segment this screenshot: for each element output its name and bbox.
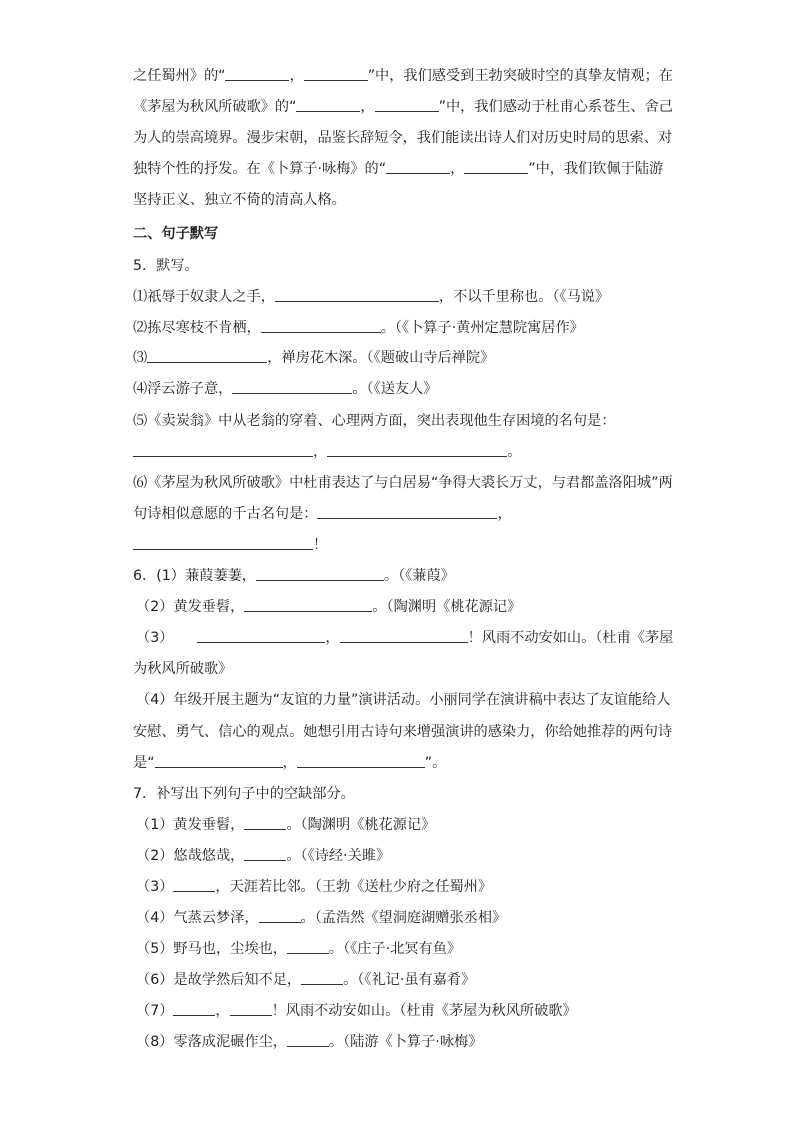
q6-item-1 (133, 566, 455, 586)
answer-blank[interactable] (244, 815, 286, 830)
text: （8）零落成泥碾作尘， (136, 1034, 287, 1050)
q7-title: 7．补写出下列句子中的空缺部分。 (133, 786, 355, 802)
q6-item-2 (136, 597, 521, 617)
text: 。（《诗经·关雎》 (286, 848, 391, 864)
answer-blank[interactable] (256, 566, 384, 581)
text: 。（《蒹葭》 (383, 568, 455, 584)
q6-item-3 (136, 628, 673, 648)
text: ， (289, 68, 304, 84)
q7-item-8 (136, 1032, 482, 1052)
q5-title: 5．默写。 (133, 258, 199, 274)
text: 。 (507, 444, 522, 460)
intro-line-2 (133, 97, 673, 117)
q6-item-4: （4）年级开展主题为“友谊的力量”演讲活动。小丽同学在演讲稿中表达了友谊能给人 (136, 692, 671, 708)
q6-item-4-line-3 (133, 753, 446, 773)
answer-blank[interactable] (133, 442, 313, 457)
answer-blank[interactable] (297, 753, 425, 768)
q5-item-6-line-2 (133, 504, 512, 524)
text: 。（《庄子·北冥有鱼》 (328, 941, 462, 957)
text: ，禅房花木深。（《题破山寺后禅院》 (267, 350, 495, 366)
answer-blank[interactable] (173, 1001, 215, 1016)
q5-item-5: ⑸《卖炭翁》中从老翁的穿着、心理两方面，突出表现他生存困境的名句是： (133, 413, 616, 429)
answer-blank[interactable] (173, 877, 215, 892)
answer-blank[interactable] (225, 66, 289, 81)
section-title: 二、句子默写 (133, 226, 219, 242)
text: （2）黄发垂髫， (136, 599, 245, 615)
answer-blank[interactable] (133, 535, 313, 550)
answer-blank[interactable] (296, 97, 360, 112)
text: ”中，我们感受到王勃突破时空的真挚友情观；在 (367, 68, 673, 84)
q5-item-6: ⑹《茅屋为秋风所破歌》中杜甫表达了与白居易“争得大裘长万丈，与君都盖洛阳城”两 (133, 475, 673, 491)
answer-blank[interactable] (230, 1001, 272, 1016)
text: ， (325, 630, 340, 646)
answer-blank[interactable] (464, 159, 528, 174)
text: （4）气蒸云梦泽， (136, 910, 259, 926)
answer-blank[interactable] (386, 159, 450, 174)
text: ， (360, 99, 375, 115)
text: ”。 (424, 755, 447, 771)
text: ⑴祇辱于奴隶人之手， (133, 289, 275, 305)
text: 6．(1）蒹葭萋萋， (133, 568, 256, 584)
q5-item-6-line-3 (133, 535, 327, 555)
text: ，天涯若比邻。（王勃《送杜少府之任蜀州》 (215, 879, 493, 895)
text: ， (497, 506, 512, 522)
text: （3） (136, 630, 174, 646)
text: ！ (313, 537, 328, 553)
text: ， (282, 755, 297, 771)
answer-blank[interactable] (340, 628, 468, 643)
q6-item-3-line-2: 为秋风所破歌》 (133, 661, 233, 677)
q7-item-1 (136, 815, 435, 835)
text: （7） (136, 1003, 174, 1019)
q7-item-6 (136, 970, 475, 990)
text: 。（孟浩然《望洞庭湖赠张丞相》 (300, 910, 507, 926)
answer-blank[interactable] (375, 97, 439, 112)
q5-item-5-blanks (133, 442, 521, 462)
answer-blank[interactable] (147, 348, 267, 363)
text: ”中，我们感动于杜甫心系苍生、舍己 (438, 99, 673, 115)
q5-item-1 (133, 287, 609, 307)
answer-blank[interactable] (197, 628, 325, 643)
q7-item-5 (136, 939, 461, 959)
answer-blank[interactable] (155, 753, 283, 768)
q5-item-2 (133, 318, 584, 338)
text: 。（《卜算子·黄州定慧院寓居作》 (380, 320, 584, 336)
text: 独特个性的抒发。在《卜算子·咏梅》的“ (133, 161, 387, 177)
answer-blank[interactable] (259, 908, 301, 923)
text: ， (450, 161, 465, 177)
text: 之任蜀州》的“ (133, 68, 226, 84)
intro-line-3: 为人的崇高境界。漫步宋朝，品鉴长辞短令，我们能读出诗人们对历史时局的思索、对 (133, 130, 673, 146)
answer-blank[interactable] (232, 379, 352, 394)
answer-blank[interactable] (287, 1032, 329, 1047)
answer-blank[interactable] (261, 318, 381, 333)
text: （5）野马也，尘埃也， (136, 941, 287, 957)
q6-item-4-line-2: 安慰、勇气、信心的观点。她想引用古诗句来增强演讲的感染力，你给她推荐的两句诗 (133, 724, 673, 740)
text: ⑵拣尽寒枝不肯栖， (133, 320, 261, 336)
text: 句诗相似意愿的千古名句是： (133, 506, 318, 522)
text: 《茅屋为秋风所破歌》的“ (133, 99, 297, 115)
text: ⑷浮云游子意， (133, 381, 233, 397)
text: 。（《礼记·虽有嘉肴》 (343, 972, 476, 988)
text: ， (215, 1003, 230, 1019)
text: 。（陶渊明《桃花源记》 (372, 599, 522, 615)
answer-blank[interactable] (244, 597, 372, 612)
q7-item-7 (136, 1001, 577, 1021)
q7-item-2 (136, 846, 390, 866)
text: ”中，我们钦佩于陆游 (528, 161, 664, 177)
text: ， (313, 444, 328, 460)
text: ，不以千里称也。（《马说》 (438, 289, 610, 305)
text: （3） (136, 879, 174, 895)
text: （2）悠哉悠哉， (136, 848, 245, 864)
answer-blank[interactable] (244, 846, 286, 861)
text: ⑶ (133, 350, 148, 366)
text: （6）是故学然后知不足， (136, 972, 302, 988)
text: 。（陶渊明《桃花源记》 (286, 817, 436, 833)
text: 是“ (133, 755, 155, 771)
text: ！风雨不动安如山。（杜甫《茅屋 (467, 630, 674, 646)
intro-line-4 (133, 159, 663, 179)
answer-blank[interactable] (275, 287, 439, 302)
q7-item-3 (136, 877, 492, 897)
answer-blank[interactable] (317, 504, 497, 519)
text: ！风雨不动安如山。（杜甫《茅屋为秋风所破歌》 (271, 1003, 577, 1019)
answer-blank[interactable] (301, 970, 343, 985)
intro-line-5: 坚持正义、独立不倚的清高人格。 (133, 192, 346, 208)
q7-item-4 (136, 908, 506, 928)
answer-blank[interactable] (304, 66, 368, 81)
q5-item-4 (133, 379, 437, 399)
text: 。（陆游《卜算子·咏梅》 (328, 1034, 483, 1050)
text: 。（《送友人》 (352, 381, 438, 397)
intro-line-1 (133, 66, 673, 86)
answer-blank[interactable] (327, 442, 507, 457)
answer-blank[interactable] (287, 939, 329, 954)
text: （1）黄发垂髫， (136, 817, 245, 833)
q5-item-3 (133, 348, 494, 368)
